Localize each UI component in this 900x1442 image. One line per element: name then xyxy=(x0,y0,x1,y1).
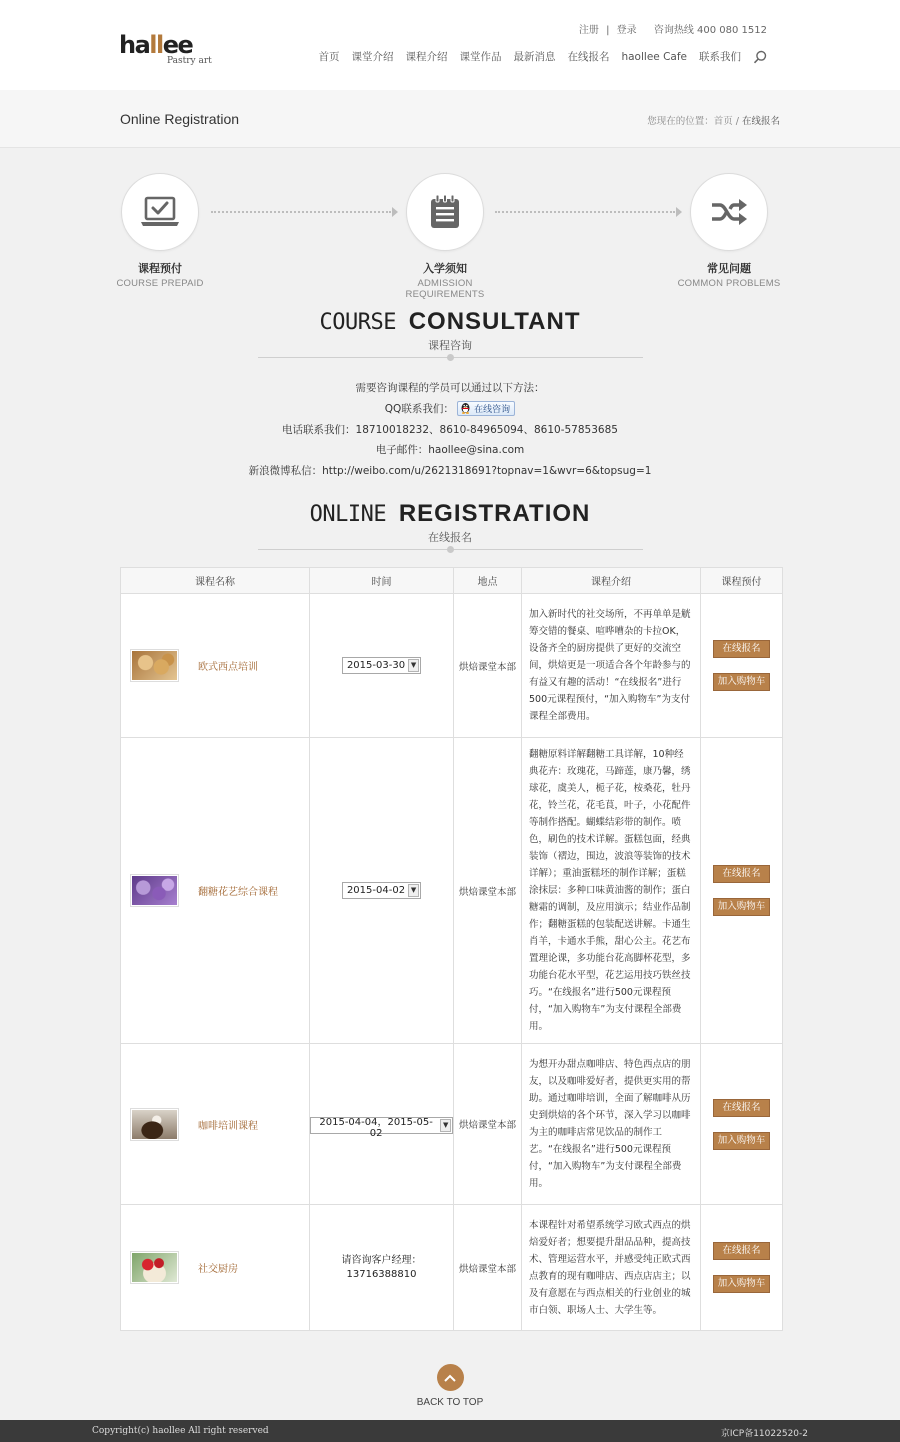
course-thumbnail[interactable] xyxy=(130,649,179,682)
course-name-cell xyxy=(121,594,310,738)
course-name-link[interactable]: 欧式西点培训 xyxy=(198,662,258,673)
top-links-separator: | xyxy=(606,25,610,36)
page-title: Online Registration xyxy=(120,111,240,127)
site-footer xyxy=(0,1420,900,1442)
consultant-heading xyxy=(0,308,900,353)
date-select[interactable] xyxy=(310,1116,453,1139)
section-divider-dot xyxy=(447,354,454,361)
table-row xyxy=(121,594,783,738)
step-admission-requirements[interactable] xyxy=(380,173,510,300)
course-name-link[interactable]: 咖啡培训课程 xyxy=(198,1120,258,1132)
step-circle xyxy=(121,173,199,251)
chevron-down-icon: ▼ xyxy=(440,1119,451,1132)
add-to-cart-button[interactable]: 加入购物车 xyxy=(713,1132,770,1150)
step-label: 课程预付 xyxy=(138,262,182,275)
course-thumbnail[interactable] xyxy=(130,874,179,907)
back-to-top-label: BACK TO TOP xyxy=(416,1397,484,1408)
course-place: 烘焙课堂本部 xyxy=(458,661,516,673)
column-header: 时间 xyxy=(310,568,454,594)
registration-subtitle: 在线报名 xyxy=(428,531,472,544)
chevron-down-icon: ▼ xyxy=(408,659,419,672)
column-header: 课程预付 xyxy=(701,568,783,594)
nav-item-registration[interactable]: 在线报名 xyxy=(567,51,610,63)
date-select-value: 2015-04-02 xyxy=(346,885,406,896)
course-intro: 加入新时代的社交场所，不再单单是觥筹交错的餐桌、喧哗嘈杂的卡拉OK，设备齐全的厨房提供了更好的交流空间，烘焙更是一项适合各个年龄参与的有益又有趣的活动！“在线报名”进行500元课程预付，“加入购物车”为支付课程全部费用。 xyxy=(529,609,691,722)
consult-weibo: 新浪微博私信：http://weibo.com/u/2621318691?topnav=1&wvr=6&topsug=1 xyxy=(248,465,652,478)
register-link[interactable]: 注册 xyxy=(578,25,599,36)
add-to-cart-button[interactable]: 加入购物车 xyxy=(713,673,770,691)
registration-table xyxy=(120,567,783,1331)
back-to-top-button[interactable] xyxy=(437,1364,464,1391)
table-row xyxy=(121,1205,783,1331)
signup-button[interactable]: 在线报名 xyxy=(713,1099,770,1117)
laptop-check-icon xyxy=(140,195,180,229)
nav-item-news[interactable]: 最新消息 xyxy=(513,51,556,63)
date-select-value: 2015-04-04，2015-05-02 xyxy=(319,1116,433,1139)
chevron-up-icon xyxy=(444,1374,456,1382)
course-place-cell xyxy=(454,1044,522,1205)
table-row xyxy=(121,738,783,1044)
add-to-cart-button[interactable]: 加入购物车 xyxy=(713,1275,770,1293)
site-header xyxy=(0,0,900,90)
step-circle xyxy=(690,173,768,251)
section-divider-dot xyxy=(447,546,454,553)
nav-item-home[interactable]: 首页 xyxy=(318,51,340,63)
consultant-subtitle: 课程咨询 xyxy=(428,339,472,352)
step-label: 常见问题 xyxy=(707,262,751,275)
step-label: 入学须知 xyxy=(423,262,467,275)
course-place-cell xyxy=(454,738,522,1044)
nav-item-contact[interactable]: 联系我们 xyxy=(699,51,741,63)
step-common-problems[interactable] xyxy=(664,173,794,289)
course-time-cell xyxy=(310,1205,454,1331)
registration-heading xyxy=(0,500,900,545)
course-actions-cell xyxy=(701,738,783,1044)
table-row xyxy=(121,1044,783,1205)
qq-consult-button[interactable] xyxy=(457,401,515,416)
table-header-row xyxy=(121,568,783,594)
registration-title: ONLINE REGISTRATION xyxy=(309,500,591,527)
breadcrumb-separator: / xyxy=(732,116,742,127)
course-actions-cell xyxy=(701,594,783,738)
course-time-cell xyxy=(310,594,454,738)
course-name-link[interactable]: 翻糖花艺综合课程 xyxy=(198,887,278,898)
date-select[interactable] xyxy=(342,882,421,899)
date-select-value: 2015-03-30 xyxy=(346,660,406,671)
add-to-cart-button[interactable]: 加入购物车 xyxy=(713,898,770,916)
course-name-cell xyxy=(121,738,310,1044)
nav-item-courses[interactable]: 课程介绍 xyxy=(405,51,448,63)
course-actions-cell xyxy=(701,1205,783,1331)
logo-tagline: Pastry art xyxy=(167,56,212,66)
qq-label: QQ联系我们： xyxy=(384,402,454,415)
breadcrumb-prefix: 您现在的位置： xyxy=(647,116,714,127)
main-nav xyxy=(306,49,767,64)
step-connector xyxy=(495,211,675,213)
course-place: 烘焙课堂本部 xyxy=(458,886,516,898)
consult-intro: 需要咨询课程的学员可以通过以下方法： xyxy=(355,382,545,394)
course-intro-cell xyxy=(522,738,701,1044)
course-name-link[interactable]: 社交厨房 xyxy=(198,1264,238,1275)
consult-phone: 电话联系我们：18710018232、8610-84965094、8610-57853685 xyxy=(282,423,618,436)
column-header: 课程介绍 xyxy=(522,568,701,594)
column-header: 地点 xyxy=(454,568,522,594)
course-actions-cell xyxy=(701,1044,783,1205)
course-intro: 本课程针对希望系统学习欧式西点的烘焙爱好者；想要提升甜品品种，提高技术、管理运营水平，并感受纯正欧式西点教育的现有咖啡店、西点店店主；以及有意愿在与西点相关的行业创业的城市白领、职场人士、大学生等。 xyxy=(529,1219,691,1316)
course-name-cell xyxy=(121,1044,310,1205)
date-select[interactable] xyxy=(342,657,421,674)
course-intro: 为想开办甜点咖啡店、特色西点店的朋友，以及咖啡爱好者，提供更实用的帮助。通过咖啡培训，全面了解咖啡从历史到烘焙的各个环节，深入学习以咖啡为主的咖啡店常见饮品的制作工艺。“在线报名”进行500元课程预付，“加入购物车”为支付课程全部费用。 xyxy=(529,1059,691,1189)
column-header: 课程名称 xyxy=(121,568,310,594)
consultant-info xyxy=(0,378,900,482)
back-to-top[interactable] xyxy=(0,1364,900,1408)
step-sublabel: COMMON PROBLEMS xyxy=(677,278,781,289)
signup-button[interactable]: 在线报名 xyxy=(713,640,770,658)
signup-button[interactable]: 在线报名 xyxy=(713,1242,770,1260)
course-intro-cell xyxy=(522,1205,701,1331)
step-connector xyxy=(211,211,391,213)
breadcrumb-current: 在线报名 xyxy=(741,116,780,127)
step-course-prepaid[interactable] xyxy=(95,173,225,289)
qq-button-label: 在线咨询 xyxy=(474,405,511,416)
notepad-icon xyxy=(428,194,462,230)
hotline-text: 咨询热线 400 080 1512 xyxy=(653,25,767,36)
course-intro-cell xyxy=(522,1044,701,1205)
login-link[interactable]: 登录 xyxy=(616,25,637,36)
qq-penguin-icon xyxy=(460,402,471,414)
course-thumbnail[interactable] xyxy=(130,1251,179,1284)
search-icon[interactable] xyxy=(753,50,767,64)
top-links xyxy=(575,21,767,36)
breadcrumb-home[interactable]: 首页 xyxy=(713,116,733,127)
course-time-cell xyxy=(310,738,454,1044)
nav-item-works[interactable]: 课堂作品 xyxy=(459,51,502,63)
course-place: 烘焙课堂本部 xyxy=(458,1120,516,1131)
step-circle xyxy=(406,173,484,251)
logo-wordmark: hallee xyxy=(119,31,193,59)
icp-number[interactable]: 京ICP备11022520-2 xyxy=(720,1429,808,1439)
nav-item-classroom[interactable]: 课堂介绍 xyxy=(351,51,394,63)
course-thumbnail[interactable] xyxy=(130,1108,179,1141)
step-sublabel: ADMISSION REQUIREMENTS xyxy=(405,278,485,300)
shuffle-icon xyxy=(710,197,748,227)
nav-item-cafe[interactable]: haollee Cafe xyxy=(621,50,687,63)
copyright-text: Copyright(c) haollee All right reserved xyxy=(92,1426,269,1436)
signup-button[interactable]: 在线报名 xyxy=(713,865,770,883)
course-place: 烘焙课堂本部 xyxy=(458,1263,516,1275)
chevron-down-icon: ▼ xyxy=(408,884,419,897)
course-time-cell xyxy=(310,1044,454,1205)
course-place-cell xyxy=(454,594,522,738)
page-title-bar xyxy=(0,90,900,148)
course-intro-cell xyxy=(522,594,701,738)
contact-manager-text: 请咨询客户经理： 13716388810 xyxy=(341,1254,422,1280)
course-intro: 翻糖原料详解翻糖工具详解，10种经典花卉：玫瑰花，马蹄莲，康乃馨，绣球花，虞美人，栀子花，桉桑花，牡丹花，铃兰花，花毛茛，叶子，小花配件等制作搭配。蝴蝶结彩带的制作。喷色，刷色的技术详解。蛋糕包面，经典装饰（褶边，围边，波浪等装饰的技术详解）；重油蛋糕坯的制作详解；蛋糕涂抹层：多种口味黄油酱的制作；蛋白糖霜的调制，及应用演示；结业作品制作；翻糖蛋糕的包装配送讲解。卡通生肖羊，卡通水手熊，甜心公主。花艺布置理论课，多功能台花高脚杯花型，多功能台花水平型，花艺运用技巧铁丝技巧。“在线报名”进行500元课程预付，“加入购物车”为支付课程全部费用。 xyxy=(529,749,691,1032)
consult-email: 电子邮件：haollee@sina.com xyxy=(375,444,525,457)
course-place-cell xyxy=(454,1205,522,1331)
step-sublabel: COURSE PREPAID xyxy=(116,278,204,289)
consultant-title: COURSE CONSULTANT xyxy=(319,308,581,335)
logo[interactable] xyxy=(119,32,212,66)
breadcrumb xyxy=(647,113,780,127)
course-name-cell xyxy=(121,1205,310,1331)
consult-qq-line xyxy=(0,399,900,420)
